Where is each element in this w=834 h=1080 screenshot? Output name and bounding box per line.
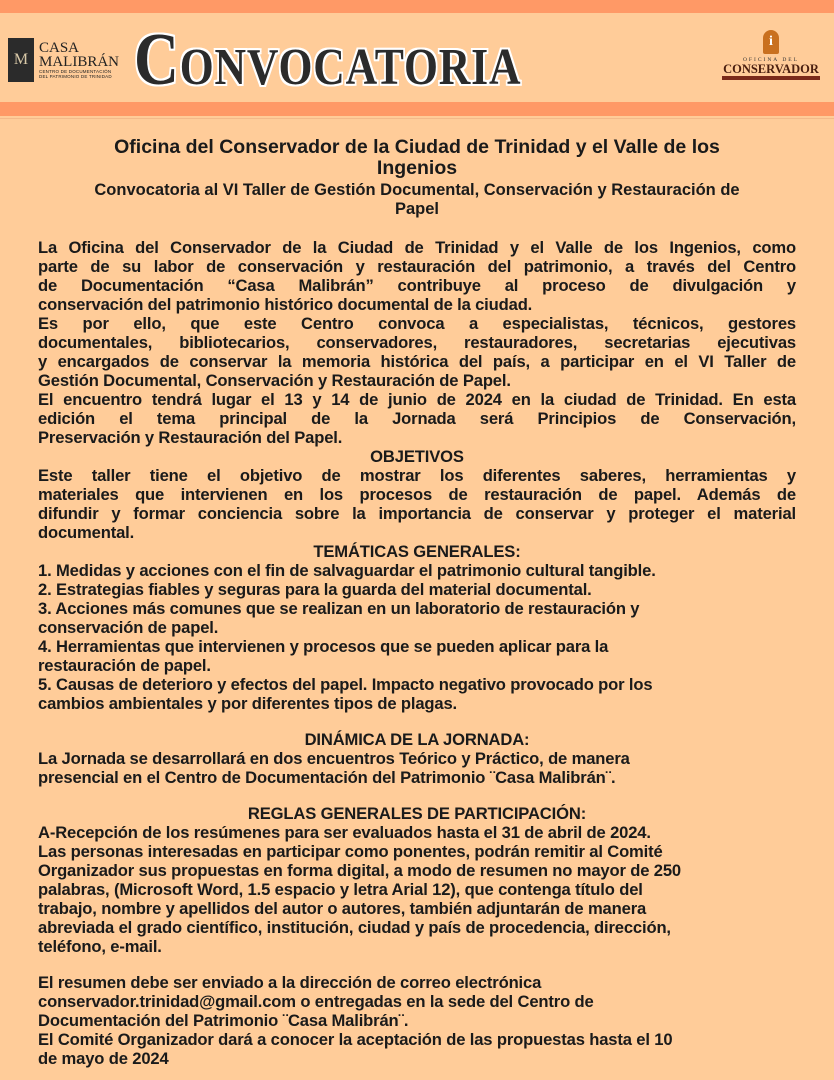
text-line: A-Recepción de los resúmenes para ser evaluados hasta el 31 de abril de 2024. (38, 823, 651, 842)
text-line: de Documentación “Casa Malibrán” contribuye al proceso de divulgación y (38, 276, 796, 295)
info-arch-icon: i (763, 30, 779, 54)
text-line: El encuentro tendrá lugar el 13 y 14 de junio de 2024 en la ciudad de Trinidad. En esta (38, 390, 796, 409)
logo-small: OFICINA DEL (742, 57, 800, 63)
text-line: conservación de papel. (38, 618, 219, 637)
bottom-band (0, 102, 834, 116)
text-line: La Oficina del Conservador de la Ciudad de Trinidad y el Valle de los Ingenios, como (38, 238, 796, 257)
spacer (38, 787, 796, 804)
text-line: El Comité Organizador dará a conocer la aceptación de las propuestas hasta el 10 (38, 1030, 673, 1049)
casa-malibran-emblem-icon: M (8, 38, 34, 82)
text-line: 1. Medidas y acciones con el fin de salvaguardar el patrimonio cultural tangible. (38, 561, 656, 580)
logo-name2: MALIBRÁN (39, 54, 120, 70)
text-line: difundir y formar conciencia sobre la importancia de conservar y proteger el material (38, 504, 796, 523)
headline: Convocatoria (134, 19, 522, 101)
text-line: y encargados de conservar la memoria histórica del país, a participar en el VI Taller de (38, 352, 796, 371)
text-line: de mayo de 2024 (38, 1049, 169, 1068)
text-line: documental. (38, 523, 135, 542)
page-title: Oficina del Conservador de la Ciudad de Trinidad y el Valle de los Ingenios (114, 136, 720, 179)
text-line: conservación del patrimonio histórico documental de la ciudad. (38, 295, 533, 314)
text-line: 2. Estrategias fiables y seguras para la guarda del material documental. (38, 580, 592, 599)
section-heading-reglas: REGLAS GENERALES DE PARTICIPACIÓN: (247, 804, 587, 823)
text-line: Gestión Documental, Conservación y Restauración de Papel. (38, 371, 511, 390)
text-line: presencial en el Centro de Documentación del Patrimonio ¨Casa Malibrán¨. (38, 768, 616, 787)
text-line: Preservación y Restauración del Papel. (38, 428, 343, 447)
text-line: Documentación del Patrimonio ¨Casa Malibrán¨. (38, 1011, 409, 1030)
text-line: 4. Herramientas que intervienen y procesos que se pueden aplicar para la (38, 637, 609, 656)
text-line: 3. Acciones más comunes que se realizan en un laboratorio de restauración y (38, 599, 640, 618)
text-line: conservador.trinidad@gmail.com o entregadas en la sede del Centro de (38, 992, 594, 1011)
text-line: trabajo, nombre y apellidos del autor o autores, también adjuntarán de manera (38, 899, 647, 918)
text-line: El resumen debe ser enviado a la dirección de correo electrónica (38, 973, 542, 992)
text-line: teléfono, e-mail. (38, 937, 162, 956)
text-line: edición el tema principal de la Jornada será Principios de Conservación, (38, 409, 796, 428)
casa-malibran-logo (8, 38, 119, 82)
text-line: Es por ello, que este Centro convoca a especialistas, técnicos, gestores (38, 314, 796, 333)
section-heading-tematicas: TEMÁTICAS GENERALES: (313, 542, 521, 561)
text-line: La Jornada se desarrollará en dos encuentros Teórico y Práctico, de manera (38, 749, 630, 768)
logo-big: CONSERVADOR (723, 62, 819, 76)
spacer (38, 713, 796, 730)
logo-sub2: DEL PATRIMONIO DE TRINIDAD (39, 74, 112, 79)
section-heading-dinamica: DINÁMICA DE LA JORNADA: (304, 730, 530, 749)
spacer (38, 956, 796, 973)
text-line: 5. Causas de deterioro y efectos del papel. Impacto negativo provocado por los (38, 675, 653, 694)
page-subtitle: Convocatoria al VI Taller de Gestión Documental, Conservación y Restauración de Papel (94, 181, 740, 218)
text-line: Organizador sus propuestas en forma digital, a modo de resumen no mayor de 250 (38, 861, 681, 880)
text-line: materiales que intervienen en los procesos de restauración de papel. Además de (38, 485, 796, 504)
divider (0, 118, 834, 119)
section-heading-objetivos: OBJETIVOS (370, 447, 464, 466)
text-line: palabras, (Microsoft Word, 1.5 espacio y letra Arial 12), que contenga título del (38, 880, 643, 899)
text-line: restauración de papel. (38, 656, 211, 675)
text-line: cambios ambientales y por diferentes tipos de plagas. (38, 694, 458, 713)
logo-sub1: CENTRO DE DOCUMENTACIÓN (39, 69, 112, 74)
text-line: abreviada el grado científico, institución, ciudad y país de procedencia, dirección, (38, 918, 671, 937)
text-line: parte de su labor de conservación y restauración del patrimonio, a través del Centro (38, 257, 796, 276)
text-line: Este taller tiene el objetivo de mostrar los diferentes saberes, herramientas y (38, 466, 796, 485)
top-band (0, 0, 834, 13)
oficina-conservador-logo (722, 30, 820, 80)
text-line: documentales, bibliotecarios, conservadores, restauradores, secretarias ejecutivas (38, 333, 796, 352)
text-line: Las personas interesadas en participar como ponentes, podrán remitir al Comité (38, 842, 663, 861)
logo-name: CASA (39, 40, 80, 56)
logo-strip (722, 76, 820, 80)
document-body (38, 238, 796, 1068)
